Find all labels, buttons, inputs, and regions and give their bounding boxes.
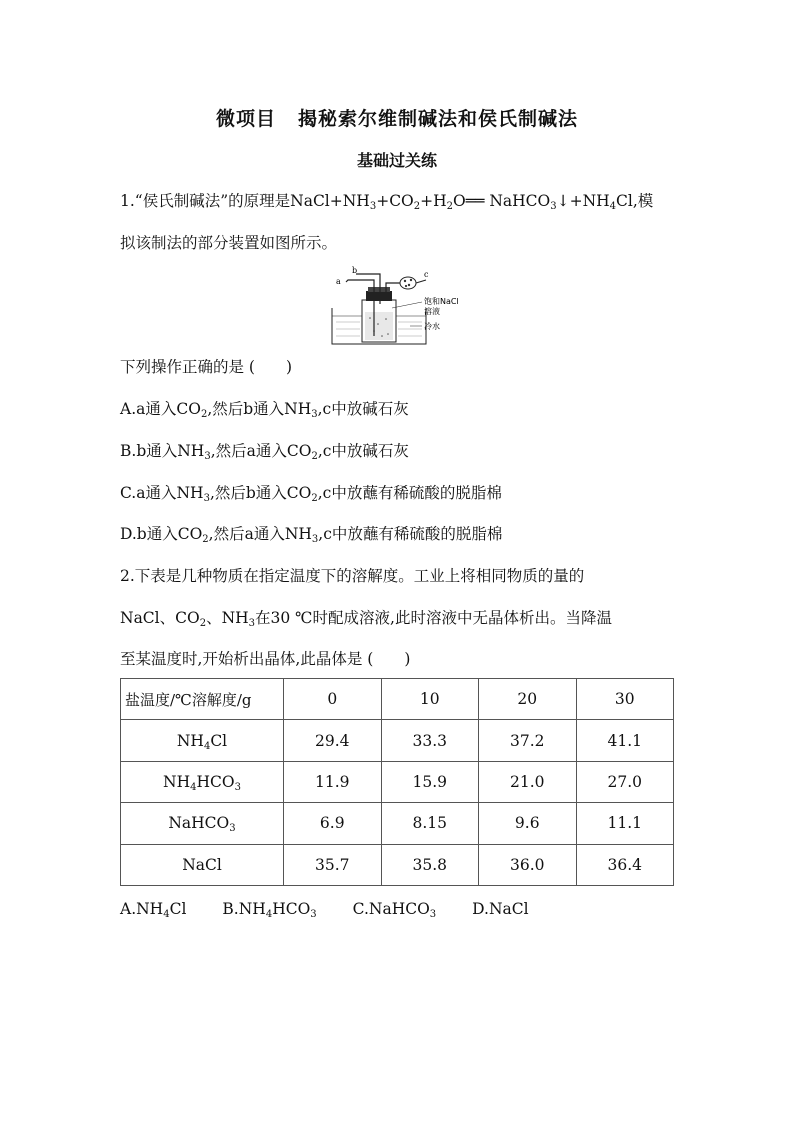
q2-option-a: $A.NH_4Cl$ (120, 900, 187, 920)
table-row (121, 761, 674, 802)
table-cell: 37.2 (479, 720, 577, 761)
table-cell: 35.8 (381, 844, 479, 885)
salt-name: $NH_4HCO_3$ (121, 761, 284, 802)
q1-option-b: B.b通入$NH_3$,然后a通入$CO_2,c$中放碱石灰 (120, 442, 409, 462)
label-cold-water: 冷水 (424, 322, 440, 331)
drying-bulb (400, 277, 416, 289)
q2-line-2: NaCl、$CO_2$、$NH_3$在30 ℃时配成溶液,此时溶液中无晶体析出。当降温 (120, 609, 612, 629)
table-cell: 15.9 (381, 761, 479, 802)
label-solution: 溶液 (424, 307, 440, 316)
temp-header: 30 (576, 679, 674, 720)
stopper (366, 291, 392, 301)
label-c: c (424, 270, 429, 279)
page-title (0, 104, 794, 131)
salt-name: NaCl (121, 844, 284, 885)
q1-option-a: A.a通入$CO_2$,然后b通入$NH_3,c$中放碱石灰 (120, 400, 409, 420)
solubility-table (120, 678, 674, 886)
salt-name: NaHCO$_3$ (121, 803, 284, 844)
table-cell: 41.1 (576, 720, 674, 761)
table-cell: 35.7 (284, 844, 382, 885)
table-cell: 21.0 (479, 761, 577, 802)
q2-options (120, 898, 529, 920)
title-part-2: 揭秘索尔维制碱法和侯氏制碱法 (298, 108, 579, 130)
q2-option-c: C.NaHCO$_3$ (352, 900, 437, 920)
table-cell: 11.1 (576, 803, 674, 844)
table-corner-header: 盐温度/℃溶解度/g (121, 679, 284, 720)
q1-option-d: D.b通入$CO_2$,然后a通入$NH_3,c$中放蘸有稀硫酸的脱脂棉 (120, 525, 503, 545)
table-cell: 8.15 (381, 803, 479, 844)
temp-header: 0 (284, 679, 382, 720)
table-cell: 9.6 (479, 803, 577, 844)
q2-line-1: 2.下表是几种物质在指定温度下的溶解度。工业上将相同物质的量的 (120, 567, 585, 585)
label-saturated-nacl: 饱和NaCl (424, 297, 459, 306)
q1-option-c: C.a通入$NH_3$,然后b通入$CO_2,c$中放蘸有稀硫酸的脱脂棉 (120, 484, 502, 504)
table-cell: 36.4 (576, 844, 674, 885)
section-heading: 基础过关练 (356, 151, 437, 170)
table-cell: 6.9 (284, 803, 382, 844)
q2-line-3: 至某温度时,开始析出晶体,此晶体是 ( ) (120, 650, 411, 668)
stopper-top (368, 287, 390, 292)
table-cell: 27.0 (576, 761, 674, 802)
q2-option-d: D.NaCl (472, 900, 529, 918)
q1-line-2: 拟该制法的部分装置如图所示。 (120, 234, 338, 252)
table-cell: 29.4 (284, 720, 382, 761)
table-row (121, 720, 674, 761)
table-row (121, 844, 674, 885)
table-cell: 11.9 (284, 761, 382, 802)
label-b: b (352, 266, 358, 275)
table-cell: 33.3 (381, 720, 479, 761)
q1-line-1: 1.“侯氏制碱法”的原理是$NaCl+NH_3+CO_2+H_2O══$ $NaHCO_3↓+NH_4Cl$,模 (120, 192, 654, 212)
nacl-solution (365, 312, 393, 340)
table-header-row (121, 679, 674, 720)
q2-option-b: $B.NH_4HCO_3$ (222, 900, 317, 920)
label-a: a (336, 277, 341, 286)
temp-header: 10 (381, 679, 479, 720)
drying-tube-end (416, 280, 426, 283)
temp-header: 20 (479, 679, 577, 720)
title-part-1: 微项目 (215, 108, 276, 130)
table-row (121, 803, 674, 844)
apparatus-figure (330, 266, 480, 350)
salt-name: $NH_4Cl$ (121, 720, 284, 761)
q1-stem: 下列操作正确的是 ( ) (120, 358, 293, 376)
table-cell: 36.0 (479, 844, 577, 885)
